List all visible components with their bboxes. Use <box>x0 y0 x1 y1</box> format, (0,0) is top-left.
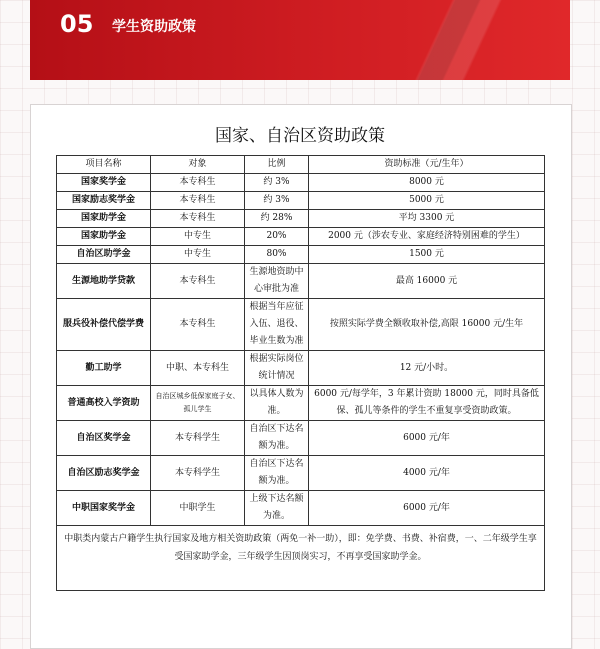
table-row <box>57 174 545 192</box>
policy-note: 中职类内蒙古户籍学生执行国家及地方相关资助政策（两免一补一助），即：免学费、书费、补宿费，一、二年级学生享受国家助学金，三年级学生因顶岗实习，不再享受国家助学金。 <box>57 526 545 591</box>
standard-cell: 8000 元 <box>309 174 545 192</box>
target-cell: 自治区城乡低保家庭子女、孤儿学生 <box>151 386 245 421</box>
ratio-cell: 根据实际岗位统计情况 <box>245 351 309 386</box>
table-note-row <box>57 526 545 591</box>
target-cell: 本专科生 <box>151 264 245 299</box>
standard-cell: 1500 元 <box>309 246 545 264</box>
project-name: 国家助学金 <box>57 210 151 228</box>
column-header: 对象 <box>151 156 245 174</box>
ratio-cell: 自治区下达名额为准。 <box>245 421 309 456</box>
standard-cell: 6000 元/每学年，3 年累计资助 18000 元，同时具备低保、孤儿等条件的学生不重复享受资助政策。 <box>309 386 545 421</box>
table-row <box>57 246 545 264</box>
table-row <box>57 299 545 351</box>
ratio-cell: 自治区下达名额为准。 <box>245 456 309 491</box>
project-name: 国家励志奖学金 <box>57 192 151 210</box>
target-cell: 本专科生 <box>151 210 245 228</box>
table-header-row <box>57 156 545 174</box>
column-header: 资助标准（元/生年） <box>309 156 545 174</box>
project-name: 普通高校入学资助 <box>57 386 151 421</box>
project-name: 自治区奖学金 <box>57 421 151 456</box>
ratio-cell: 约 3% <box>245 192 309 210</box>
ratio-cell: 约 3% <box>245 174 309 192</box>
table-row <box>57 386 545 421</box>
subsidy-policy-table <box>56 155 545 591</box>
standard-cell: 6000 元/年 <box>309 491 545 526</box>
section-title: 学生资助政策 <box>112 19 196 35</box>
standard-cell: 2000 元（涉农专业、家庭经济特别困难的学生） <box>309 228 545 246</box>
table-row <box>57 264 545 299</box>
column-header: 项目名称 <box>57 156 151 174</box>
ratio-cell: 80% <box>245 246 309 264</box>
ratio-cell: 上级下达名额为准。 <box>245 491 309 526</box>
project-name: 国家助学金 <box>57 228 151 246</box>
section-number: 05 <box>60 10 94 38</box>
target-cell: 本专科生 <box>151 174 245 192</box>
standard-cell: 4000 元/年 <box>309 456 545 491</box>
standard-cell: 12 元/小时。 <box>309 351 545 386</box>
standard-cell: 平均 3300 元 <box>309 210 545 228</box>
ratio-cell: 生源地资助中心审批为准 <box>245 264 309 299</box>
section-banner <box>30 0 570 80</box>
target-cell: 中职学生 <box>151 491 245 526</box>
table-row <box>57 491 545 526</box>
project-name: 勤工助学 <box>57 351 151 386</box>
table-row <box>57 210 545 228</box>
table-row <box>57 421 545 456</box>
target-cell: 本专科学生 <box>151 456 245 491</box>
project-name: 服兵役补偿代偿学费 <box>57 299 151 351</box>
project-name: 自治区励志奖学金 <box>57 456 151 491</box>
target-cell: 本专科学生 <box>151 421 245 456</box>
target-cell: 本专科生 <box>151 192 245 210</box>
standard-cell: 6000 元/年 <box>309 421 545 456</box>
target-cell: 本专科生 <box>151 299 245 351</box>
ratio-cell: 根据当年应征入伍、退役、毕业生数为准 <box>245 299 309 351</box>
page-title: 国家、自治区资助政策 <box>215 126 385 146</box>
project-name: 自治区助学金 <box>57 246 151 264</box>
standard-cell: 按照实际学费全额收取补偿,高限 16000 元/生年 <box>309 299 545 351</box>
standard-cell: 5000 元 <box>309 192 545 210</box>
column-header: 比例 <box>245 156 309 174</box>
ratio-cell: 约 28% <box>245 210 309 228</box>
target-cell: 中专生 <box>151 246 245 264</box>
ratio-cell: 以具体人数为准。 <box>245 386 309 421</box>
table-row <box>57 456 545 491</box>
project-name: 国家奖学金 <box>57 174 151 192</box>
target-cell: 中专生 <box>151 228 245 246</box>
target-cell: 中职、本专科生 <box>151 351 245 386</box>
ratio-cell: 20% <box>245 228 309 246</box>
table-row <box>57 351 545 386</box>
table-row <box>57 192 545 210</box>
standard-cell: 最高 16000 元 <box>309 264 545 299</box>
banner-decoration <box>330 0 530 80</box>
project-name: 生源地助学贷款 <box>57 264 151 299</box>
table-row <box>57 228 545 246</box>
project-name: 中职国家奖学金 <box>57 491 151 526</box>
